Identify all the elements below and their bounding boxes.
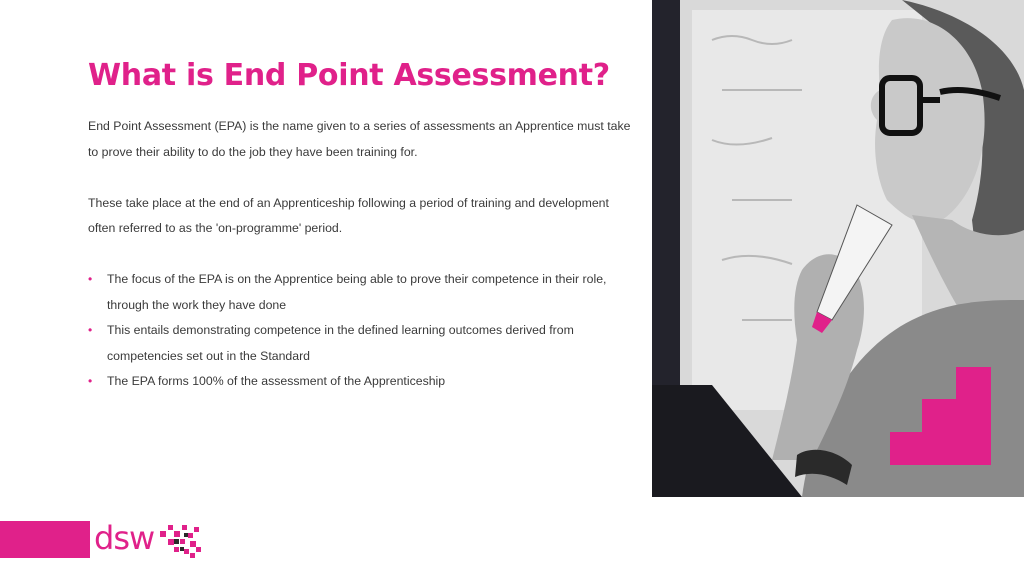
timing-paragraph: These take place at the end of an Apprenticeship following a period of training and development often referred to as the 'on-programme' period.	[88, 195, 609, 235]
bullet-list	[88, 267, 633, 395]
logo-text: dsw	[94, 519, 155, 557]
logo-pixel-icon	[90, 517, 205, 561]
stair-step	[922, 399, 991, 433]
page-title: What is End Point Assessment?	[88, 58, 610, 93]
list-item: • The focus of the EPA is on the Apprentice being able to prove their competence in their role, through the work they have done	[88, 267, 633, 318]
list-item: • The EPA forms 100% of the assessment of the Apprenticeship	[88, 369, 633, 395]
pink-staircase-shape	[890, 367, 991, 465]
stair-step	[956, 367, 991, 400]
slide-content	[88, 114, 633, 395]
stair-step	[890, 432, 991, 465]
footer-accent-bar	[0, 521, 90, 558]
dsw-logo	[90, 517, 205, 561]
list-item: • This entails demonstrating competence in the defined learning outcomes derived from competencies set out in the Standard	[88, 318, 633, 369]
intro-paragraph: End Point Assessment (EPA) is the name given to a series of assessments an Apprentice must take to prove their ability to do the job they have been training for.	[88, 119, 631, 159]
